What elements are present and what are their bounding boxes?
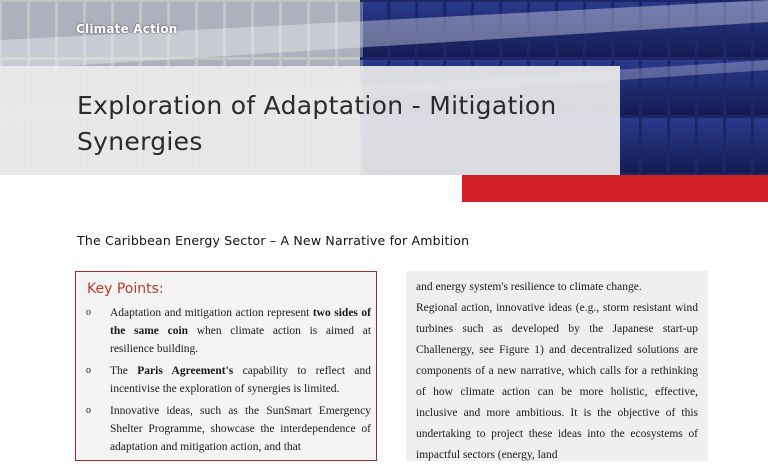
solar-cell xyxy=(670,118,695,173)
solar-cell xyxy=(726,118,751,173)
body-paragraph: and energy system's resilience to climate change. xyxy=(416,281,642,293)
key-point-item: o Adaptation and mitigation action represent two sides of the same coin when climate action is aimed at resilience building. xyxy=(86,304,371,358)
key-points-heading: Key Points: xyxy=(87,281,164,297)
solar-cell xyxy=(642,118,667,173)
key-point-item: o The Paris Agreement's capability to reflect and incentivise the exploration of synergies is limited. xyxy=(86,362,371,398)
section-subtitle: The Caribbean Energy Sector – A New Narrative for Ambition xyxy=(77,233,470,248)
bullet-icon: o xyxy=(86,365,91,376)
accent-bar xyxy=(462,175,768,202)
body-paragraph: Regional action, innovative ideas (e.g., storm resistant wind turbines such as developed by the Japanese start-up Challenergy, see Figure 1) and decentralized solutions are components of a new narrative, which calls for a rethinking of how climate action can be more holistic, effective, inclusive and more ambitious. It is the objective of this undertaking to project these ideas into the ecosystems of impactful sectors (energy, land xyxy=(416,302,698,461)
key-points-list xyxy=(86,304,371,460)
body-column xyxy=(406,271,708,461)
bullet-icon: o xyxy=(86,405,91,416)
header-banner xyxy=(0,0,768,175)
bullet-icon: o xyxy=(86,307,91,318)
solar-cell xyxy=(698,118,723,173)
key-point-item: o Innovative ideas, such as the SunSmart Emergency Shelter Programme, showcase the interdependence of adaptation and mitigation action, and that xyxy=(86,402,371,456)
key-points-box xyxy=(75,271,377,461)
solar-cell xyxy=(754,118,768,173)
section-kicker: Climate Action xyxy=(76,22,178,36)
page-title: Exploration of Adaptation - Mitigation Synergies xyxy=(77,91,557,156)
